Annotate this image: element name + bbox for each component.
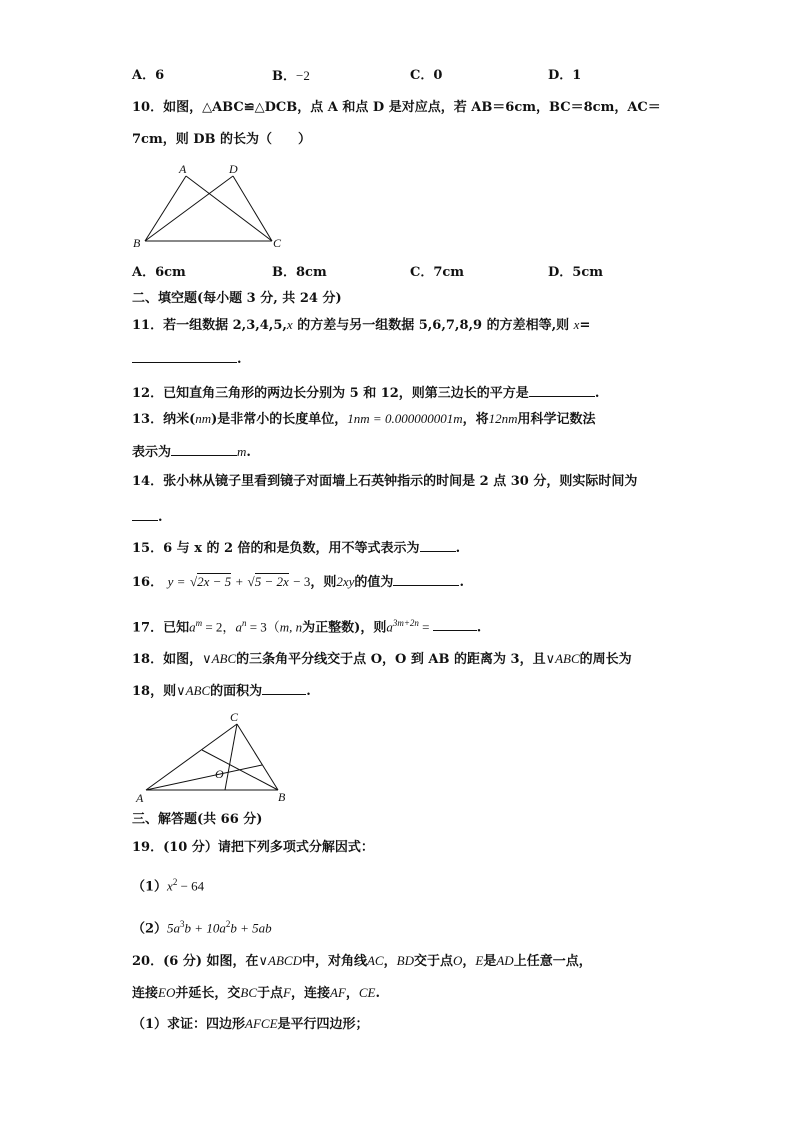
q9-option-d: D．1	[548, 68, 582, 83]
q10-label-c: C	[273, 236, 282, 250]
q10-label-d: D	[229, 162, 238, 176]
q16-answer-blank[interactable]	[393, 573, 459, 586]
q18-label-b: B	[278, 790, 286, 804]
q9-option-c: C．0	[410, 68, 443, 83]
q15-line: 15．6 与 x 的 2 倍的和是负数，用不等式表示为 .	[132, 541, 461, 556]
q18-line2: 18，则∨ABC的面积为 .	[132, 683, 311, 699]
q13-answer-blank[interactable]	[171, 443, 237, 456]
q14-line2: .	[132, 508, 163, 526]
q10-option-d: D．5cm	[548, 265, 603, 280]
section2-heading: 二、填空题(每小题 3 分, 共 24 分)	[132, 291, 342, 306]
q18-label-o: O	[215, 767, 224, 781]
q9-option-b: B．−2	[272, 68, 310, 84]
q14-answer-blank[interactable]	[132, 508, 158, 521]
q19-title: 19．(10 分）请把下列多项式分解因式：	[132, 840, 374, 855]
q17-answer-blank[interactable]	[433, 618, 477, 631]
q16-line: 16． y = √2x − 5 + √5 − 2x − 3，则2xy的值为 .	[132, 574, 464, 590]
q11-answer-blank[interactable]	[132, 350, 237, 363]
q10-edge-ab	[145, 176, 186, 241]
q10-label-b: B	[133, 236, 141, 250]
q13-line2: 表示为 m.	[132, 444, 251, 460]
q18-edge-cb	[237, 724, 278, 790]
q10-figure	[130, 160, 290, 252]
q10-edge-bd	[145, 176, 233, 241]
section3-heading: 三、解答题(共 66 分)	[132, 812, 263, 827]
q17-line: 17．已知$a^m = 2$，$a^n = 3(m$, n为正整数)，则$a^{3m+2n}$ = .	[132, 618, 482, 636]
q11-line2: .	[132, 350, 242, 368]
q10-edge-dc	[233, 176, 272, 241]
q18-bisector-c	[225, 724, 237, 790]
q19-part2: $(2)5a^3b + 10a^2b + 5ab$	[132, 919, 272, 937]
q10-line1: 10．如图，△ABC≌△DCB，点 A 和点 D 是对应点，若 AB＝6cm，BC＝8cm，AC＝	[132, 100, 661, 115]
q18-answer-blank[interactable]	[262, 682, 306, 695]
q12-line: 12．已知直角三角形的两边长分别为 5 和 12，则第三边长的平方是 .	[132, 386, 600, 401]
q18-label-a: A	[136, 791, 144, 805]
q14-line1: 14．张小林从镜子里看到镜子对面墙上石英钟指示的时间是 2 点 30 分，则实际时间为	[132, 474, 638, 489]
q15-answer-blank[interactable]	[420, 539, 456, 552]
q10-edge-ac	[186, 176, 272, 241]
q20-line3: （1）求证：四边形AFCE是平行四边形；	[132, 1016, 369, 1032]
q18-figure	[130, 706, 300, 806]
q12-answer-blank[interactable]	[529, 384, 595, 397]
q10-label-a: A	[179, 162, 187, 176]
q10-option-a: A．6cm	[132, 265, 186, 280]
q10-option-c: C．7cm	[410, 265, 465, 280]
q18-label-c: C	[230, 710, 239, 724]
q11-line1: 11．若一组数据 2,3,4,5,x 的方差与另一组数据 5,6,7,8,9 的方差相等,则 x=	[132, 317, 591, 333]
q18-bisector-b	[202, 750, 278, 790]
q18-line1: 18．如图，∨ABC的三条角平分线交于点 O，O 到 AB 的距离为 3，且∨ABC的周长为	[132, 651, 632, 667]
q10-line2: 7cm，则 DB 的长为（ ）	[132, 132, 312, 147]
q10-option-b: B．8cm	[272, 265, 327, 280]
q20-line1: 20．(6 分) 如图，在∨ABCD中，对角线AC，BD交于点O，E是AD上任意一点，	[132, 953, 592, 969]
q9-option-a: A．6	[132, 68, 165, 83]
q13-line1: 13．纳米(nm)是非常小的长度单位，1nm = 0.000000001m，将12nm用科学记数法	[132, 411, 596, 427]
q19-part1: $(1)x^2 - 64$	[132, 877, 205, 895]
q20-line2: 连接EO并延长，交BC于点F，连接AF，CE.	[132, 985, 381, 1001]
